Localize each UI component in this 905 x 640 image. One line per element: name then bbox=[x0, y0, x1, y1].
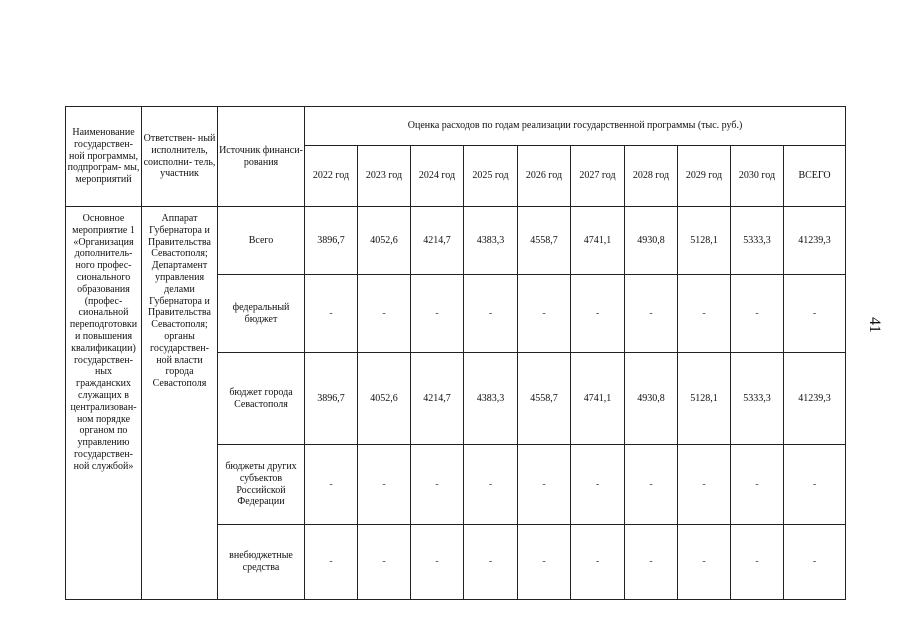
value-cell: 4383,3 bbox=[464, 353, 518, 445]
activity-executor: Аппарат Губернатора и Правительства Севастополя; Департамент управления делами Губернатора и Правительства Севастополя; органы государствен- ной власти города Севастополя bbox=[142, 207, 218, 600]
value-cell: - bbox=[305, 525, 358, 600]
value-cell: 4214,7 bbox=[411, 207, 464, 275]
table-row bbox=[66, 207, 846, 275]
total-cell: - bbox=[784, 275, 846, 353]
value-cell: - bbox=[411, 445, 464, 525]
value-cell: - bbox=[678, 525, 731, 600]
total-cell: - bbox=[784, 525, 846, 600]
value-cell: 4558,7 bbox=[518, 207, 571, 275]
value-cell: - bbox=[518, 275, 571, 353]
header-executor: Ответствен- ный исполнитель, соисполни- тель, участник bbox=[142, 107, 218, 207]
value-cell: - bbox=[571, 525, 625, 600]
header-program-name: Наименование государствен- ной программы, подпрограм- мы, мероприятий bbox=[66, 107, 142, 207]
value-cell: 4558,7 bbox=[518, 353, 571, 445]
value-cell: - bbox=[625, 525, 678, 600]
value-cell: 5128,1 bbox=[678, 207, 731, 275]
value-cell: 3896,7 bbox=[305, 207, 358, 275]
header-spending-estimate: Оценка расходов по годам реализации государственной программы (тыс. руб.) bbox=[305, 107, 846, 146]
value-cell: 3896,7 bbox=[305, 353, 358, 445]
funding-source: Всего bbox=[218, 207, 305, 275]
header-year: 2024 год bbox=[411, 146, 464, 207]
value-cell: 4930,8 bbox=[625, 353, 678, 445]
funding-source: федеральный бюджет bbox=[218, 275, 305, 353]
value-cell: - bbox=[464, 445, 518, 525]
total-cell: 41239,3 bbox=[784, 207, 846, 275]
value-cell: 4930,8 bbox=[625, 207, 678, 275]
header-total: ВСЕГО bbox=[784, 146, 846, 207]
value-cell: - bbox=[518, 445, 571, 525]
value-cell: - bbox=[358, 445, 411, 525]
header-year: 2028 год bbox=[625, 146, 678, 207]
header-year: 2025 год bbox=[464, 146, 518, 207]
value-cell: - bbox=[625, 275, 678, 353]
activity-name: Основное мероприятие 1 «Организация дополнитель- ного профес- сионального образования (профес- сиональной переподготовки и повышения квалификации) государствен- ных гражданских служащих в централизован- ном порядке органом по управлению государствен- ной службой» bbox=[66, 207, 142, 600]
value-cell: - bbox=[464, 525, 518, 600]
value-cell: - bbox=[411, 275, 464, 353]
value-cell: - bbox=[358, 275, 411, 353]
header-year: 2027 год bbox=[571, 146, 625, 207]
header-row bbox=[66, 107, 846, 146]
header-year: 2029 год bbox=[678, 146, 731, 207]
total-cell: 41239,3 bbox=[784, 353, 846, 445]
value-cell: 4052,6 bbox=[358, 207, 411, 275]
value-cell: - bbox=[731, 445, 784, 525]
value-cell: - bbox=[731, 275, 784, 353]
funding-source: бюджет города Севастополя bbox=[218, 353, 305, 445]
value-cell: - bbox=[571, 445, 625, 525]
value-cell: - bbox=[358, 525, 411, 600]
value-cell: - bbox=[305, 275, 358, 353]
value-cell: 4052,6 bbox=[358, 353, 411, 445]
value-cell: 5333,3 bbox=[731, 353, 784, 445]
value-cell: - bbox=[411, 525, 464, 600]
value-cell: 4214,7 bbox=[411, 353, 464, 445]
value-cell: - bbox=[464, 275, 518, 353]
page-number: 41 bbox=[866, 317, 883, 333]
value-cell: - bbox=[518, 525, 571, 600]
value-cell: - bbox=[625, 445, 678, 525]
value-cell: 5333,3 bbox=[731, 207, 784, 275]
header-year: 2026 год bbox=[518, 146, 571, 207]
funding-source: бюджеты других субъектов Российской Федерации bbox=[218, 445, 305, 525]
header-year: 2030 год bbox=[731, 146, 784, 207]
funding-source: внебюджетные средства bbox=[218, 525, 305, 600]
value-cell: - bbox=[731, 525, 784, 600]
value-cell: 4741,1 bbox=[571, 207, 625, 275]
total-cell: - bbox=[784, 445, 846, 525]
header-year: 2022 год bbox=[305, 146, 358, 207]
value-cell: - bbox=[678, 445, 731, 525]
value-cell: 5128,1 bbox=[678, 353, 731, 445]
value-cell: 4741,1 bbox=[571, 353, 625, 445]
header-year: 2023 год bbox=[358, 146, 411, 207]
value-cell: - bbox=[571, 275, 625, 353]
budget-table bbox=[65, 106, 846, 600]
value-cell: - bbox=[305, 445, 358, 525]
value-cell: - bbox=[678, 275, 731, 353]
header-funding-source: Источник финанси- рования bbox=[218, 107, 305, 207]
value-cell: 4383,3 bbox=[464, 207, 518, 275]
